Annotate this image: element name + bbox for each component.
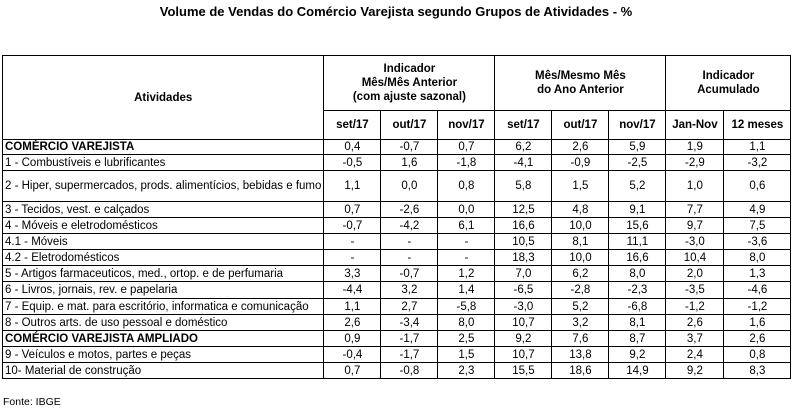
value-cell: 13,8	[552, 347, 609, 363]
value-cell: -0,4	[324, 347, 381, 363]
value-cell: 10,7	[495, 347, 552, 363]
value-cell: 10,0	[552, 250, 609, 266]
value-cell: 6,1	[438, 218, 495, 234]
value-cell: 2,6	[724, 331, 791, 347]
table-row	[3, 347, 791, 363]
value-cell: 16,6	[495, 218, 552, 234]
value-cell: 8,0	[609, 266, 666, 282]
value-cell: 3,2	[381, 282, 438, 299]
table-body	[3, 140, 791, 379]
row-label: 2 - Hiper, supermercados, prods. alimentícios, bebidas e fumo	[3, 171, 324, 202]
value-cell: -0,7	[381, 266, 438, 282]
value-cell: -	[324, 234, 381, 250]
table-row	[3, 363, 791, 379]
table-row	[3, 266, 791, 282]
value-cell: 8,1	[609, 315, 666, 331]
value-cell: 8,0	[724, 250, 791, 266]
value-cell: 0,7	[438, 140, 495, 155]
value-cell: 0,4	[324, 140, 381, 155]
value-cell: 10,5	[495, 234, 552, 250]
value-cell: -	[438, 234, 495, 250]
value-cell: 0,8	[724, 347, 791, 363]
subheader-cell: set/17	[324, 111, 381, 140]
table-row	[3, 331, 791, 347]
value-cell: -1,2	[724, 299, 791, 315]
value-cell: 9,1	[609, 202, 666, 218]
table-row	[3, 250, 791, 266]
row-label: 5 - Artigos farmaceuticos, med., ortop. e de perfumaria	[3, 266, 324, 282]
value-cell: 1,0	[666, 171, 724, 202]
row-label: 8 - Outros arts. de uso pessoal e doméstico	[3, 315, 324, 331]
value-cell: 10,7	[495, 315, 552, 331]
value-cell: 2,4	[666, 347, 724, 363]
value-cell: 9,2	[609, 347, 666, 363]
value-cell: 1,5	[438, 347, 495, 363]
value-cell: 0,7	[324, 202, 381, 218]
subheader-cell: set/17	[495, 111, 552, 140]
value-cell: 5,2	[552, 299, 609, 315]
value-cell: -1,7	[381, 347, 438, 363]
value-cell: 1,1	[324, 171, 381, 202]
value-cell: -6,8	[609, 299, 666, 315]
value-cell: 3,3	[324, 266, 381, 282]
value-cell: 3,7	[666, 331, 724, 347]
value-cell: 8,1	[552, 234, 609, 250]
value-cell: 1,1	[324, 299, 381, 315]
value-cell: 0,6	[724, 171, 791, 202]
header-atividades: Atividades	[3, 56, 324, 140]
value-cell: 10,0	[552, 218, 609, 234]
value-cell: -	[381, 234, 438, 250]
value-cell: 1,4	[438, 282, 495, 299]
value-cell: 18,6	[552, 363, 609, 379]
value-cell: 0,9	[324, 331, 381, 347]
value-cell: 9,7	[666, 218, 724, 234]
header-group2-line1: Mês/Mesmo Mês	[535, 70, 626, 82]
value-cell: 9,2	[666, 363, 724, 379]
value-cell: -3,0	[666, 234, 724, 250]
value-cell: 7,5	[724, 218, 791, 234]
value-cell: 7,6	[552, 331, 609, 347]
row-label: 1 - Combustíveis e lubrificantes	[3, 155, 324, 171]
subheader-cell: nov/17	[438, 111, 495, 140]
value-cell: 5,9	[609, 140, 666, 155]
value-cell: 0,7	[324, 363, 381, 379]
value-cell: 1,2	[438, 266, 495, 282]
value-cell: 4,8	[552, 202, 609, 218]
value-cell: 11,1	[609, 234, 666, 250]
value-cell: -3,5	[666, 282, 724, 299]
value-cell: -1,8	[438, 155, 495, 171]
source-note: Fonte: IBGE	[3, 396, 61, 408]
value-cell: 5,8	[495, 171, 552, 202]
value-cell: 8,7	[609, 331, 666, 347]
table-row	[3, 299, 791, 315]
value-cell: 1,6	[724, 315, 791, 331]
table-title: Volume de Vendas do Comércio Varejista segundo Grupos de Atividades - %	[159, 4, 633, 19]
table-row	[3, 218, 791, 234]
header-group1-line2: Mês/Mês Anterior	[361, 77, 458, 89]
value-cell: 1,6	[381, 155, 438, 171]
header-group1-line1: Indicador	[383, 63, 436, 75]
value-cell: 16,6	[609, 250, 666, 266]
row-label: 10- Material de construção	[3, 363, 324, 379]
value-cell: 12,5	[495, 202, 552, 218]
value-cell: 8,0	[438, 315, 495, 331]
value-cell: 0,0	[438, 202, 495, 218]
value-cell: -	[438, 250, 495, 266]
value-cell: 8,3	[724, 363, 791, 379]
value-cell: -4,2	[381, 218, 438, 234]
value-cell: 2,3	[438, 363, 495, 379]
row-label: COMÉRCIO VAREJISTA	[3, 140, 324, 155]
value-cell: -4,6	[724, 282, 791, 299]
row-label: 6 - Livros, jornais, rev. e papelaria	[3, 282, 324, 299]
value-cell: -2,3	[609, 282, 666, 299]
value-cell: 3,2	[552, 315, 609, 331]
value-cell: -0,7	[381, 140, 438, 155]
subheader-cell: out/17	[381, 111, 438, 140]
value-cell: 2,7	[381, 299, 438, 315]
value-cell: -0,8	[381, 363, 438, 379]
value-cell: -	[324, 250, 381, 266]
value-cell: -2,9	[666, 155, 724, 171]
header-group2-line2: do Ano Anterior	[537, 84, 624, 96]
value-cell: -3,2	[724, 155, 791, 171]
value-cell: -3,0	[495, 299, 552, 315]
value-cell: 6,2	[552, 266, 609, 282]
table-row	[3, 234, 791, 250]
value-cell: -6,5	[495, 282, 552, 299]
header-indicador-acumulado	[666, 56, 791, 111]
value-cell: -0,7	[324, 218, 381, 234]
row-label: COMÉRCIO VAREJISTA AMPLIADO	[3, 331, 324, 347]
value-cell: 0,0	[381, 171, 438, 202]
value-cell: 7,0	[495, 266, 552, 282]
value-cell: 6,2	[495, 140, 552, 155]
header-mesmo-mes-ano-anterior	[495, 56, 666, 111]
table-row	[3, 202, 791, 218]
value-cell: 2,6	[552, 140, 609, 155]
value-cell: 15,5	[495, 363, 552, 379]
value-cell: -3,4	[381, 315, 438, 331]
value-cell: -0,9	[552, 155, 609, 171]
value-cell: -2,8	[552, 282, 609, 299]
table-row	[3, 282, 791, 299]
value-cell: 10,4	[666, 250, 724, 266]
value-cell: -0,5	[324, 155, 381, 171]
value-cell: 14,9	[609, 363, 666, 379]
table-row	[3, 140, 791, 155]
sales-volume-table	[2, 55, 791, 379]
value-cell: 2,6	[324, 315, 381, 331]
value-cell: 2,5	[438, 331, 495, 347]
value-cell: 7,7	[666, 202, 724, 218]
value-cell: 1,1	[724, 140, 791, 155]
value-cell: -4,1	[495, 155, 552, 171]
value-cell: -5,8	[438, 299, 495, 315]
value-cell: 1,5	[552, 171, 609, 202]
value-cell: -1,2	[666, 299, 724, 315]
table-row	[3, 315, 791, 331]
value-cell: 0,8	[438, 171, 495, 202]
value-cell: 18,3	[495, 250, 552, 266]
value-cell: 15,6	[609, 218, 666, 234]
value-cell: 1,9	[666, 140, 724, 155]
row-label: 4.1 - Móveis	[3, 234, 324, 250]
header-mes-mes-anterior	[324, 56, 495, 111]
header-group1-line3: (com ajuste sazonal)	[352, 91, 466, 103]
subheader-cell: 12 meses	[724, 111, 791, 140]
value-cell: -1,7	[381, 331, 438, 347]
value-cell: -3,6	[724, 234, 791, 250]
value-cell: -4,4	[324, 282, 381, 299]
value-cell: 2,0	[666, 266, 724, 282]
value-cell: 2,6	[666, 315, 724, 331]
subheader-cell: Jan-Nov	[666, 111, 724, 140]
value-cell: 9,2	[495, 331, 552, 347]
table-row	[3, 171, 791, 202]
row-label: 4.2 - Eletrodomésticos	[3, 250, 324, 266]
row-label: 7 - Equip. e mat. para escritório, informatica e comunicação	[3, 299, 324, 315]
value-cell: 4,9	[724, 202, 791, 218]
value-cell: -	[381, 250, 438, 266]
subheader-cell: out/17	[552, 111, 609, 140]
row-label: 4 - Móveis e eletrodomésticos	[3, 218, 324, 234]
table-row	[3, 155, 791, 171]
row-label: 3 - Tecidos, vest. e calçados	[3, 202, 324, 218]
value-cell: -2,6	[381, 202, 438, 218]
header-group3-line1: Indicador	[702, 70, 755, 82]
subheader-cell: nov/17	[609, 111, 666, 140]
value-cell: 5,2	[609, 171, 666, 202]
row-label: 9 - Veículos e motos, partes e peças	[3, 347, 324, 363]
value-cell: 1,3	[724, 266, 791, 282]
header-group3-line2: Acumulado	[697, 84, 760, 96]
value-cell: -2,5	[609, 155, 666, 171]
